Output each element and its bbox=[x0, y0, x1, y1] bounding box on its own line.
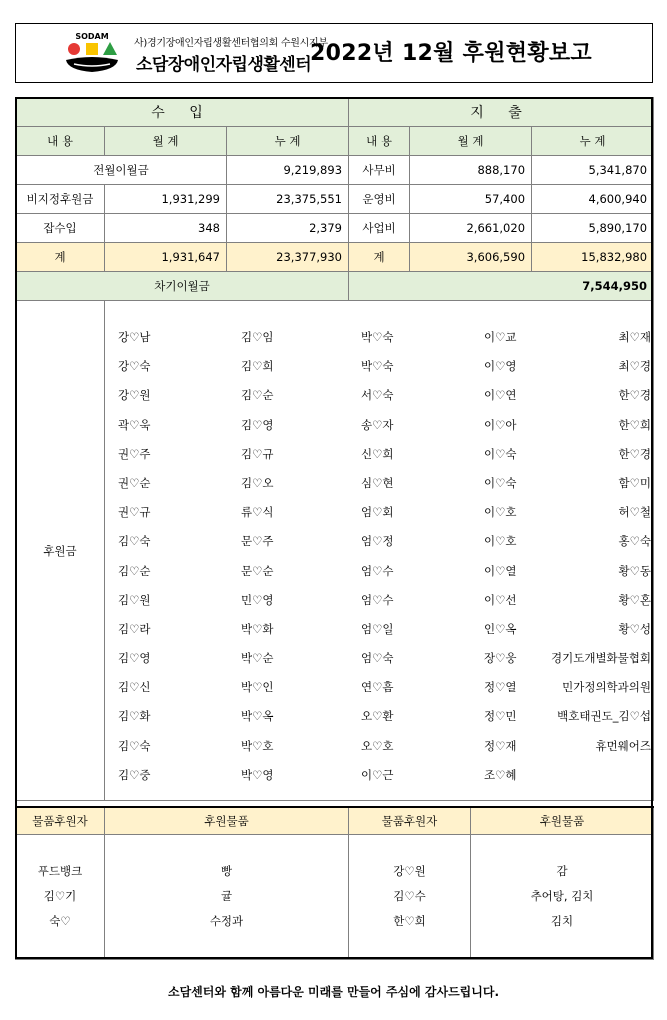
donor-name: 권♡주 bbox=[118, 446, 151, 461]
col-monthly-income: 월 계 bbox=[105, 127, 227, 156]
goods-donors-left bbox=[16, 834, 105, 959]
donor-name: 민♡영 bbox=[241, 592, 274, 607]
donor-name: 이♡아 bbox=[484, 417, 517, 432]
document-header bbox=[15, 23, 653, 83]
column-header-row bbox=[16, 127, 654, 156]
donor-name: 정♡열 bbox=[484, 680, 517, 695]
donor-name: 황♡혼 bbox=[618, 592, 651, 607]
donor-row bbox=[16, 301, 654, 801]
goods-entry: 강♡원 bbox=[393, 863, 426, 878]
donor-column bbox=[361, 327, 394, 794]
goods-donor-header-right: 물품후원자 bbox=[349, 807, 471, 834]
donor-name: 서♡숙 bbox=[361, 388, 394, 403]
col-monthly-expense: 월 계 bbox=[410, 127, 532, 156]
table-row bbox=[16, 185, 654, 214]
col-content-income: 내 용 bbox=[16, 127, 105, 156]
goods-entry: 감 bbox=[556, 863, 568, 878]
donor-names-cell bbox=[105, 301, 654, 801]
donor-name: 엄♡수 bbox=[361, 592, 394, 607]
donor-name: 김♡중 bbox=[118, 767, 151, 782]
donor-name: 문♡주 bbox=[241, 534, 274, 549]
donor-name: 민가정의학과의원 bbox=[562, 680, 651, 695]
expense-label: 운영비 bbox=[349, 185, 410, 214]
income-label: 비지정후원금 bbox=[16, 185, 105, 214]
org-main-name: 소담장애인자립생활센터 bbox=[136, 55, 312, 75]
donor-name: 휴먼웨어즈 bbox=[595, 738, 651, 753]
donor-name: 한♡경 bbox=[618, 446, 651, 461]
donor-name: 경기도개별화물협회 bbox=[551, 651, 651, 666]
donor-name: 황♡성 bbox=[618, 621, 651, 636]
donor-name: 박♡숙 bbox=[361, 330, 394, 344]
donor-name: 이♡호 bbox=[484, 505, 517, 520]
expense-label: 사무비 bbox=[349, 156, 410, 185]
goods-entry: 수정과 bbox=[209, 913, 244, 928]
donor-name: 오♡환 bbox=[361, 709, 394, 724]
donor-name: 박♡인 bbox=[241, 680, 274, 695]
goods-donor-header-left: 물품후원자 bbox=[16, 807, 105, 834]
carryover-label: 차기이월금 bbox=[16, 272, 349, 301]
donor-name: 김♡오 bbox=[241, 475, 274, 490]
donor-name: 김♡순 bbox=[118, 563, 151, 578]
org-sub-name: 사)경기장애인자립생활센터협의회 수원시지부 bbox=[134, 38, 328, 49]
page-title: 2022년 12월 후원현황보고 bbox=[310, 41, 592, 66]
donor-name: 오♡호 bbox=[361, 738, 394, 753]
donor-name: 정♡민 bbox=[484, 709, 517, 724]
income-total-label: 계 bbox=[16, 243, 105, 272]
donor-name: 김♡숙 bbox=[118, 534, 151, 549]
goods-entry: 한♡희 bbox=[393, 913, 426, 928]
donor-name: 박♡화 bbox=[241, 621, 274, 636]
donor-name: 함♡미 bbox=[618, 475, 651, 490]
donor-name: 장♡웅 bbox=[484, 651, 517, 666]
donor-name: 조♡혜 bbox=[484, 767, 517, 782]
donor-name: 김♡영 bbox=[241, 417, 274, 432]
donor-name: 권♡순 bbox=[118, 475, 151, 490]
donor-name: 이♡선 bbox=[484, 592, 517, 607]
goods-entry: 추어탕, 김치 bbox=[530, 888, 594, 903]
donor-name: 류♡식 bbox=[241, 505, 274, 520]
col-content-expense: 내 용 bbox=[349, 127, 410, 156]
donor-name: 이♡호 bbox=[484, 534, 517, 549]
donor-name: 신♡희 bbox=[361, 446, 394, 461]
goods-entry: 김♡수 bbox=[393, 888, 426, 903]
goods-entry: 숙♡ bbox=[49, 913, 71, 928]
total-row bbox=[16, 243, 654, 272]
table-row bbox=[16, 214, 654, 243]
donor-name: 박♡숙 bbox=[361, 359, 394, 374]
donor-name: 김♡순 bbox=[241, 388, 274, 403]
income-cumulative: 9,219,893 bbox=[227, 156, 349, 185]
income-expense-table bbox=[15, 97, 654, 801]
goods-items-left bbox=[105, 834, 349, 959]
donor-name: 연♡흠 bbox=[361, 680, 394, 695]
income-monthly: 348 bbox=[105, 214, 227, 243]
donor-column bbox=[118, 327, 151, 794]
expense-cumulative: 5,341,870 bbox=[532, 156, 654, 185]
donor-name: 김♡화 bbox=[118, 709, 151, 724]
donor-name: 최♡재 bbox=[618, 330, 651, 344]
donor-name: 최♡경 bbox=[618, 359, 651, 374]
donor-name: 엄♡정 bbox=[361, 534, 394, 549]
donor-name: 강♡남 bbox=[118, 330, 151, 344]
expense-total-cumulative: 15,832,980 bbox=[532, 243, 654, 272]
donor-column bbox=[241, 327, 274, 794]
goods-donors-right bbox=[349, 834, 471, 959]
col-cumulative-expense: 누 계 bbox=[532, 127, 654, 156]
expense-total-label: 계 bbox=[349, 243, 410, 272]
donor-name: 김♡라 bbox=[118, 621, 151, 636]
goods-items-header-left: 후원물품 bbox=[105, 807, 349, 834]
donor-name: 문♡순 bbox=[241, 563, 274, 578]
donor-name: 김♡희 bbox=[241, 359, 274, 374]
expense-monthly: 57,400 bbox=[410, 185, 532, 214]
goods-entry: 푸드뱅크 bbox=[37, 863, 83, 878]
income-total-monthly: 1,931,647 bbox=[105, 243, 227, 272]
footer-message: 소담센터와 함께 아름다운 미래를 만들어 주심에 감사드립니다. bbox=[167, 985, 500, 999]
income-cumulative: 2,379 bbox=[227, 214, 349, 243]
donor-name: 이♡숙 bbox=[484, 446, 517, 461]
donor-name: 허♡철 bbox=[618, 505, 651, 520]
expense-monthly: 2,661,020 bbox=[410, 214, 532, 243]
goods-entry: 귤 bbox=[220, 888, 233, 903]
goods-items-header-right: 후원물품 bbox=[471, 807, 654, 834]
expense-label: 사업비 bbox=[349, 214, 410, 243]
donor-name: 박♡옥 bbox=[241, 709, 274, 724]
goods-table bbox=[15, 806, 654, 960]
donor-name: 김♡영 bbox=[118, 651, 151, 666]
donor-name: 인♡옥 bbox=[484, 621, 517, 636]
expense-cumulative: 5,890,170 bbox=[532, 214, 654, 243]
donor-name: 한♡희 bbox=[618, 417, 651, 432]
donor-name: 박♡순 bbox=[241, 651, 274, 666]
donor-label: 후원금 bbox=[16, 301, 105, 801]
income-cumulative: 23,375,551 bbox=[227, 185, 349, 214]
donor-name: 정♡재 bbox=[484, 738, 517, 753]
donor-name: 이♡근 bbox=[361, 767, 394, 782]
donor-name: 박♡호 bbox=[241, 738, 274, 753]
goods-items-right bbox=[471, 834, 654, 959]
goods-entry: 김♡기 bbox=[43, 888, 77, 903]
donor-name: 김♡숙 bbox=[118, 738, 151, 753]
income-header: 수 입 bbox=[16, 98, 349, 127]
goods-header-row bbox=[16, 807, 654, 834]
donor-names-grid bbox=[105, 301, 653, 799]
donor-name: 이♡열 bbox=[484, 563, 517, 578]
donor-name: 엄♡일 bbox=[361, 621, 394, 636]
donor-name: 엄♡숙 bbox=[361, 651, 394, 666]
expense-monthly: 888,170 bbox=[410, 156, 532, 185]
donor-column bbox=[551, 327, 651, 765]
expense-cumulative: 4,600,940 bbox=[532, 185, 654, 214]
donor-name: 곽♡욱 bbox=[118, 417, 151, 432]
logo-text: SODAM bbox=[75, 32, 109, 41]
donor-name: 백호태권도_김♡섭 bbox=[557, 709, 651, 724]
sodam-logo-icon bbox=[60, 30, 124, 80]
donor-name: 심♡현 bbox=[361, 475, 394, 490]
donor-name: 황♡동 bbox=[618, 563, 651, 578]
donor-name: 이♡숙 bbox=[484, 475, 517, 490]
donor-name: 박♡영 bbox=[241, 767, 274, 782]
income-monthly: 1,931,299 bbox=[105, 185, 227, 214]
donor-name: 김♡임 bbox=[241, 330, 274, 344]
donor-name: 강♡숙 bbox=[118, 359, 151, 374]
donor-name: 강♡원 bbox=[118, 388, 151, 403]
donor-name: 김♡신 bbox=[118, 680, 151, 695]
goods-entry: 빵 bbox=[220, 863, 233, 878]
carryover-row bbox=[16, 272, 654, 301]
section-header-row bbox=[16, 98, 654, 127]
income-label: 전월이월금 bbox=[16, 156, 227, 185]
donor-name: 한♡경 bbox=[618, 388, 651, 403]
expense-header: 지 출 bbox=[349, 98, 654, 127]
col-cumulative-income: 누 계 bbox=[227, 127, 349, 156]
goods-row bbox=[16, 834, 654, 959]
donor-name: 이♡교 bbox=[484, 330, 517, 344]
donor-name: 송♡자 bbox=[361, 417, 394, 432]
income-total-cumulative: 23,377,930 bbox=[227, 243, 349, 272]
goods-entry: 김치 bbox=[550, 913, 574, 928]
donor-name: 김♡규 bbox=[241, 446, 274, 461]
donor-name: 엄♡회 bbox=[361, 505, 394, 520]
donor-name: 이♡영 bbox=[484, 359, 517, 374]
donor-name: 엄♡수 bbox=[361, 563, 394, 578]
donor-name: 홍♡숙 bbox=[618, 534, 651, 549]
income-label: 잡수입 bbox=[16, 214, 105, 243]
carryover-value: 7,544,950 bbox=[349, 272, 654, 301]
donor-column bbox=[484, 327, 517, 794]
table-row bbox=[16, 156, 654, 185]
donor-name: 권♡규 bbox=[118, 505, 151, 520]
expense-total-monthly: 3,606,590 bbox=[410, 243, 532, 272]
donor-name: 김♡원 bbox=[118, 592, 151, 607]
donor-name: 이♡연 bbox=[484, 388, 517, 403]
